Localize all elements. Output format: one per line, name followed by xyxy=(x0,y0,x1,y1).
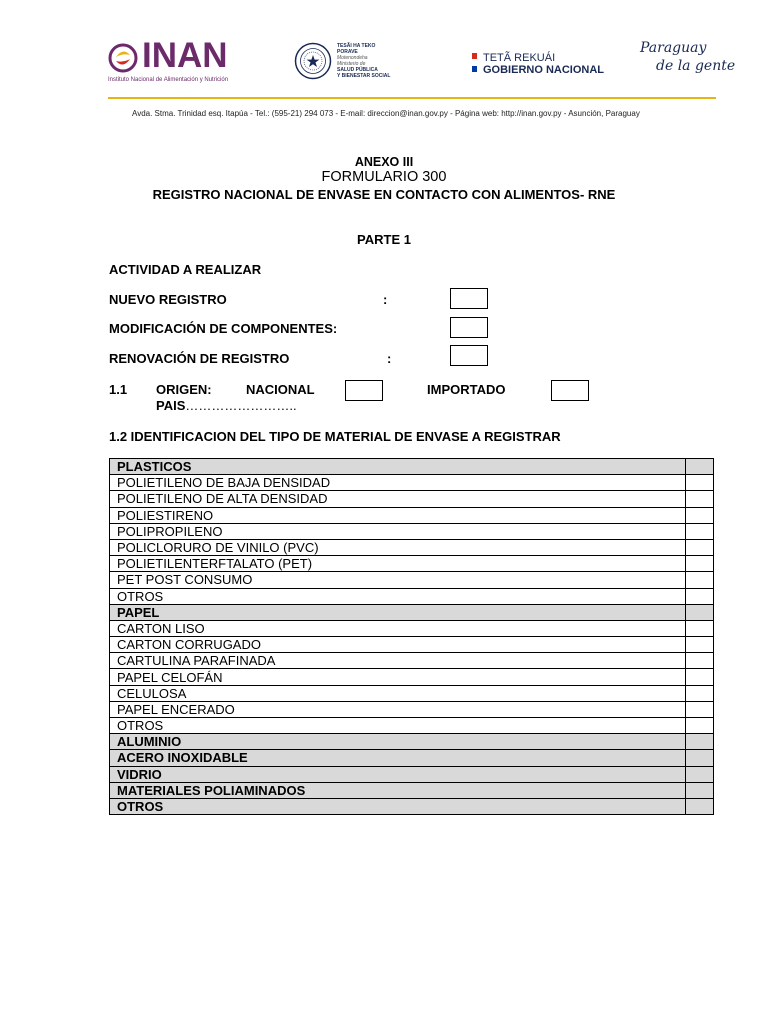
pais-label: PAIS xyxy=(156,398,186,413)
renovacion-colon: : xyxy=(387,351,392,366)
inan-emblem-icon xyxy=(108,43,138,73)
material-row xyxy=(110,620,714,636)
material-section-heading: 1.2 IDENTIFICACION DEL TIPO DE MATERIAL DE ENVASE A REGISTRAR xyxy=(109,429,561,444)
anexo-title: ANEXO III xyxy=(354,155,414,169)
material-category-row xyxy=(110,798,714,814)
material-checkbox-cell[interactable] xyxy=(686,539,714,555)
material-checkbox-cell[interactable] xyxy=(686,604,714,620)
material-label: OTROS xyxy=(110,718,686,734)
material-label: MATERIALES POLIAMINADOS xyxy=(110,782,686,798)
material-row xyxy=(110,718,714,734)
gob-line-2: GOBIERNO NACIONAL xyxy=(483,64,604,76)
material-checkbox-cell[interactable] xyxy=(686,507,714,523)
material-label: ALUMINIO xyxy=(110,734,686,750)
nacional-checkbox[interactable] xyxy=(345,380,383,401)
origin-label: ORIGEN: xyxy=(156,382,212,397)
material-table xyxy=(109,458,714,815)
material-checkbox-cell[interactable] xyxy=(686,556,714,572)
material-checkbox-cell[interactable] xyxy=(686,766,714,782)
material-label: POLIETILENO DE BAJA DENSIDAD xyxy=(110,475,686,491)
material-category-row xyxy=(110,734,714,750)
msp-line-1: TESÃI HA TEKO xyxy=(337,43,376,49)
gob-line-1: TETÃ REKUÁI xyxy=(483,52,556,64)
material-checkbox-cell[interactable] xyxy=(686,637,714,653)
ministry-text xyxy=(337,43,390,79)
renovacion-checkbox[interactable] xyxy=(450,345,488,366)
slogan-line-1: Paraguay xyxy=(640,40,707,56)
material-category-row xyxy=(110,782,714,798)
nacional-label: NACIONAL xyxy=(246,382,315,397)
letterhead xyxy=(108,36,736,98)
material-checkbox-cell[interactable] xyxy=(686,701,714,717)
form-title: FORMULARIO 300 xyxy=(321,169,447,185)
material-label: PAPEL xyxy=(110,604,686,620)
material-row xyxy=(110,507,714,523)
material-checkbox-cell[interactable] xyxy=(686,718,714,734)
material-checkbox-cell[interactable] xyxy=(686,523,714,539)
origin-number: 1.1 xyxy=(109,382,128,397)
material-label: OTROS xyxy=(110,798,686,814)
nuevo-registro-colon: : xyxy=(383,292,388,307)
material-checkbox-cell[interactable] xyxy=(686,798,714,814)
material-category-row xyxy=(110,604,714,620)
pais-field[interactable] xyxy=(156,398,297,413)
nuevo-registro-checkbox[interactable] xyxy=(450,288,488,309)
material-label: POLIPROPILENO xyxy=(110,523,686,539)
material-checkbox-cell[interactable] xyxy=(686,734,714,750)
gobierno-nacional-logo xyxy=(472,50,612,76)
ministry-logo xyxy=(294,42,404,82)
pais-dotted-line: …………………….. xyxy=(185,398,297,413)
register-title: REGISTRO NACIONAL DE ENVASE EN CONTACTO CON ALIMENTOS- RNE xyxy=(152,187,616,202)
material-checkbox-cell[interactable] xyxy=(686,685,714,701)
material-label: CARTULINA PARAFINADA xyxy=(110,653,686,669)
institution-address: Avda. Stma. Trinidad esq. Itapúa - Tel.: (595-21) 294 073 - E-mail: direccion@inan.gov.py - Página web: http://inan.gov.py - Asunción, Paraguay xyxy=(132,109,640,118)
material-checkbox-cell[interactable] xyxy=(686,750,714,766)
msp-line-4: SALUD PÚBLICA xyxy=(337,67,378,73)
material-label: PLASTICOS xyxy=(110,459,686,475)
msp-line-2: PORAVE xyxy=(337,49,358,55)
modificacion-checkbox[interactable] xyxy=(450,317,488,338)
material-label: OTROS xyxy=(110,588,686,604)
material-label: POLIESTIRENO xyxy=(110,507,686,523)
slogan-line-2: de la gente xyxy=(656,58,736,74)
material-row xyxy=(110,669,714,685)
material-checkbox-cell[interactable] xyxy=(686,620,714,636)
material-category-row xyxy=(110,750,714,766)
material-label: CARTON LISO xyxy=(110,620,686,636)
importado-label: IMPORTADO xyxy=(427,382,506,397)
header-divider xyxy=(108,97,716,99)
material-checkbox-cell[interactable] xyxy=(686,572,714,588)
msp-line-3: Motenondeha xyxy=(337,55,368,61)
material-row xyxy=(110,523,714,539)
material-checkbox-cell[interactable] xyxy=(686,588,714,604)
modificacion-label: MODIFICACIÓN DE COMPONENTES: xyxy=(109,321,338,336)
material-checkbox-cell[interactable] xyxy=(686,782,714,798)
msp-line-5: Y BIENESTAR SOCIAL xyxy=(337,73,391,79)
material-row xyxy=(110,539,714,555)
activity-heading: ACTIVIDAD A REALIZAR xyxy=(109,262,262,277)
inan-subtitle: Instituto Nacional de Alimentación y Nutrición xyxy=(108,77,229,83)
material-row xyxy=(110,572,714,588)
material-label: PET POST CONSUMO xyxy=(110,572,686,588)
paraguay-de-la-gente-logo xyxy=(636,40,736,84)
material-label: VIDRIO xyxy=(110,766,686,782)
material-checkbox-cell[interactable] xyxy=(686,669,714,685)
material-checkbox-cell[interactable] xyxy=(686,491,714,507)
material-row xyxy=(110,653,714,669)
material-category-row xyxy=(110,459,714,475)
material-row xyxy=(110,701,714,717)
national-seal-icon xyxy=(294,42,332,80)
material-checkbox-cell[interactable] xyxy=(686,459,714,475)
material-label: POLIETILENO DE ALTA DENSIDAD xyxy=(110,491,686,507)
material-category-row xyxy=(110,766,714,782)
inan-logo xyxy=(108,36,243,84)
material-row xyxy=(110,556,714,572)
paraguay-flag-icon xyxy=(472,53,477,72)
material-label: CELULOSA xyxy=(110,685,686,701)
msp-ministerio: Ministerio de xyxy=(337,61,366,67)
importado-checkbox[interactable] xyxy=(551,380,589,401)
material-row xyxy=(110,491,714,507)
material-label: POLICLORURO DE VINILO (PVC) xyxy=(110,539,686,555)
nuevo-registro-label: NUEVO REGISTRO xyxy=(109,292,227,307)
material-checkbox-cell[interactable] xyxy=(686,653,714,669)
material-label: ACERO INOXIDABLE xyxy=(110,750,686,766)
material-row xyxy=(110,685,714,701)
material-label: PAPEL ENCERADO xyxy=(110,701,686,717)
part-title: PARTE 1 xyxy=(357,232,411,247)
material-row xyxy=(110,475,714,491)
material-label: CARTON CORRUGADO xyxy=(110,637,686,653)
material-row xyxy=(110,637,714,653)
renovacion-label: RENOVACIÓN DE REGISTRO xyxy=(109,351,290,366)
material-checkbox-cell[interactable] xyxy=(686,475,714,491)
material-row xyxy=(110,588,714,604)
inan-wordmark: INAN xyxy=(142,36,228,75)
material-label: POLIETILENTERFTALATO (PET) xyxy=(110,556,686,572)
material-label: PAPEL CELOFÁN xyxy=(110,669,686,685)
